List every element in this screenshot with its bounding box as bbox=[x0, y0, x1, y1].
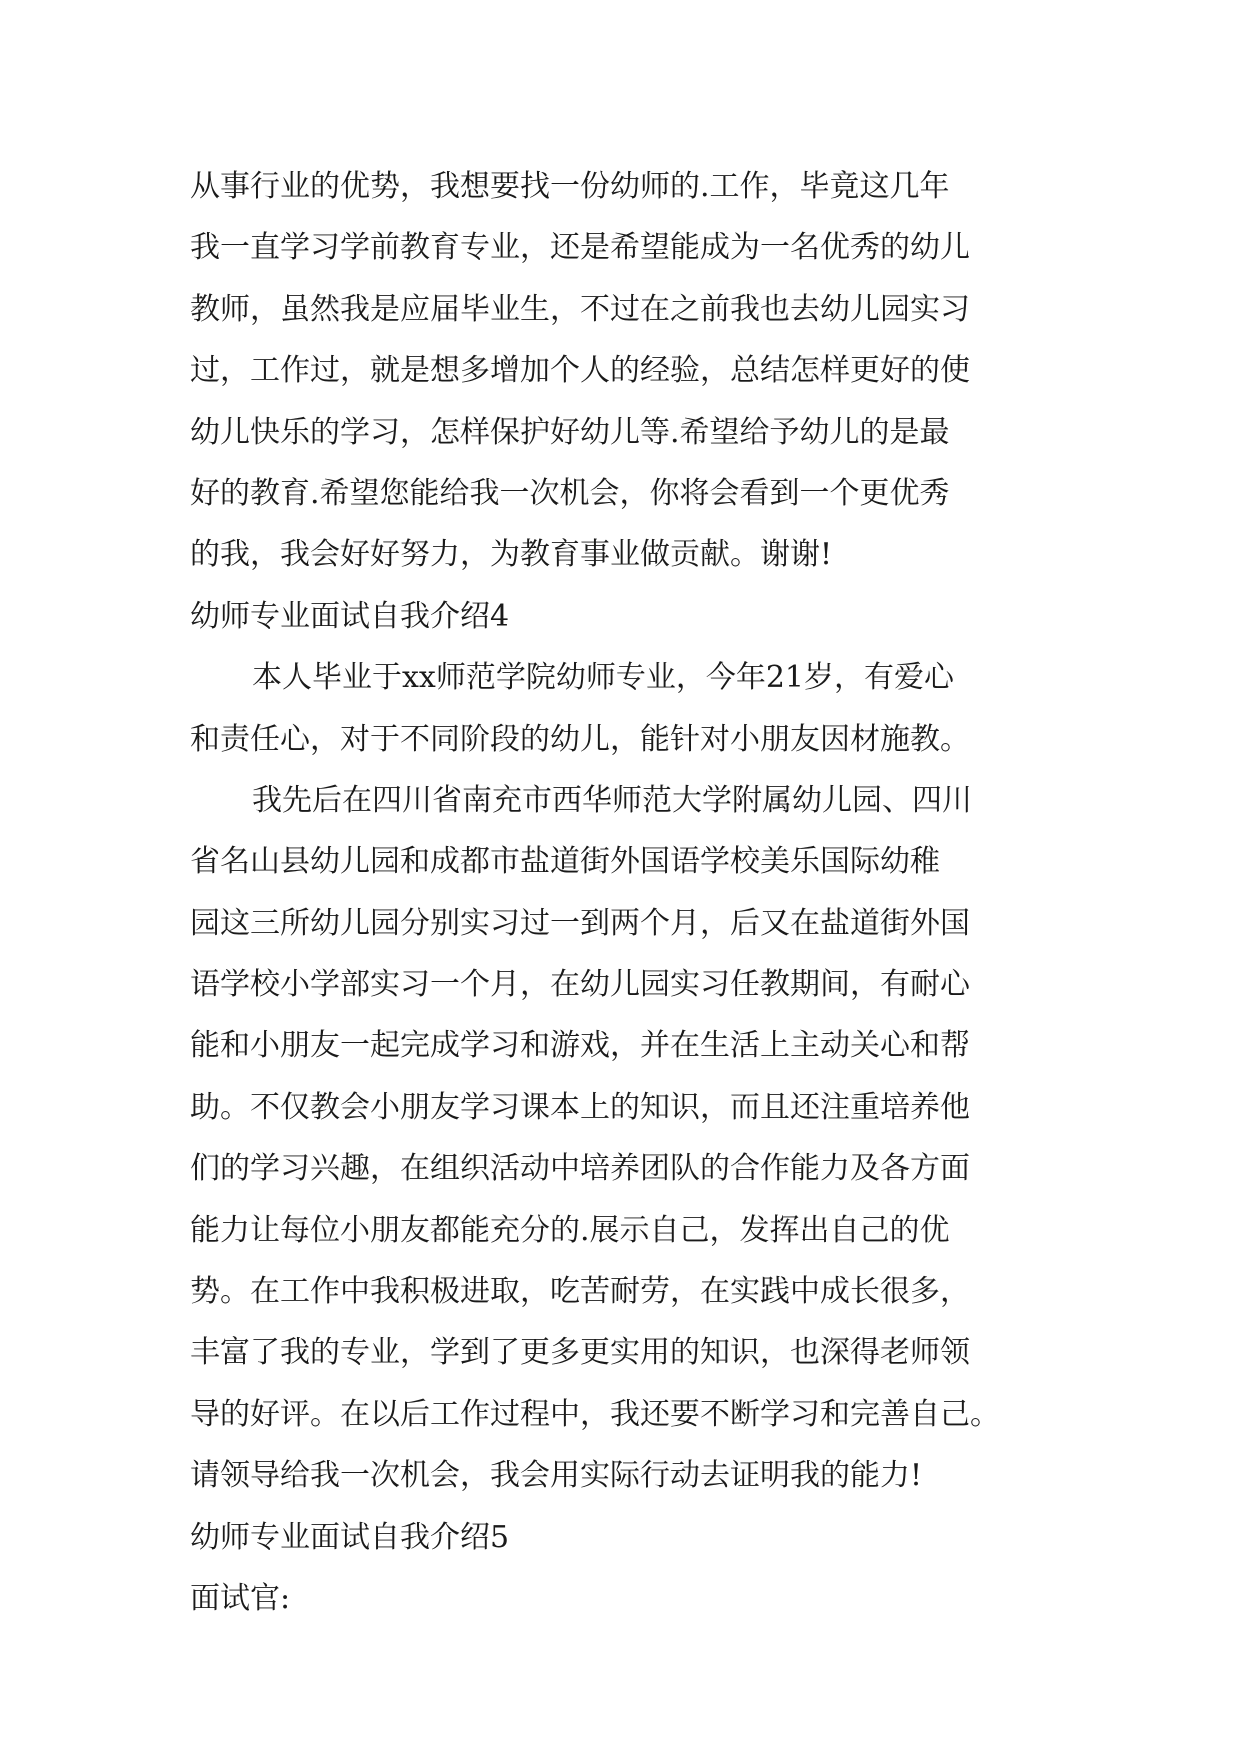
paragraph-line: 助。不仅教会小朋友学习课本上的知识，而且还注重培养他 bbox=[190, 1089, 970, 1125]
paragraph-line: 好的教育.希望您能给我一次机会，你将会看到一个更优秀 bbox=[190, 475, 950, 511]
paragraph-line: 和责任心，对于不同阶段的幼儿，能针对小朋友因材施教。 bbox=[190, 721, 970, 757]
paragraph-line: 本人毕业于xx师范学院幼师专业，今年21岁，有爱心 bbox=[252, 660, 955, 696]
paragraph-line: 导的好评。在以后工作过程中，我还要不断学习和完善自己。 bbox=[190, 1396, 1000, 1432]
body-paragraph bbox=[190, 1568, 1070, 1629]
paragraph-line: 的我，我会好好努力，为教育事业做贡献。谢谢! bbox=[190, 537, 833, 573]
paragraph-line: 幼儿快乐的学习，怎样保护好幼儿等.希望给予幼儿的是最 bbox=[190, 414, 950, 450]
paragraph-line: 教师，虽然我是应届毕业生，不过在之前我也去幼儿园实习 bbox=[190, 291, 970, 327]
paragraph-line: 势。在工作中我积极进取，吃苦耐劳，在实践中成长很多， bbox=[190, 1274, 970, 1310]
paragraph-line: 我先后在四川省南充市西华师范大学附属幼儿园、四川 bbox=[252, 782, 972, 818]
body-paragraph bbox=[190, 156, 1070, 586]
body-paragraph bbox=[190, 647, 1070, 770]
heading-text: 幼师专业面试自我介绍5 bbox=[190, 1519, 510, 1555]
paragraph-line: 面试官: bbox=[190, 1580, 291, 1616]
paragraph-line: 过，工作过，就是想多增加个人的经验，总结怎样更好的使 bbox=[190, 353, 970, 389]
paragraph-line: 能和小朋友一起完成学习和游戏，并在生活上主动关心和帮 bbox=[190, 1028, 970, 1064]
paragraph-line: 请领导给我一次机会，我会用实际行动去证明我的能力! bbox=[190, 1458, 923, 1494]
paragraph-line: 省名山县幼儿园和成都市盐道街外国语学校美乐国际幼稚 bbox=[190, 844, 940, 880]
paragraph-line: 们的学习兴趣，在组织活动中培养团队的合作能力及各方面 bbox=[190, 1151, 970, 1187]
heading-text: 幼师专业面试自我介绍4 bbox=[190, 598, 510, 634]
document-body bbox=[190, 156, 1070, 1629]
body-paragraph bbox=[190, 770, 1070, 1507]
paragraph-line: 我一直学习学前教育专业，还是希望能成为一名优秀的幼儿 bbox=[190, 230, 970, 266]
paragraph-line: 从事行业的优势，我想要找一份幼师的.工作，毕竟这几年 bbox=[190, 169, 950, 204]
section-heading bbox=[190, 586, 1070, 647]
paragraph-line: 能力让每位小朋友都能充分的.展示自己，发挥出自己的优 bbox=[190, 1212, 950, 1248]
section-heading bbox=[190, 1507, 1070, 1568]
paragraph-line: 园这三所幼儿园分别实习过一到两个月，后又在盐道街外国 bbox=[190, 905, 970, 941]
paragraph-line: 丰富了我的专业，学到了更多更实用的知识，也深得老师领 bbox=[190, 1335, 970, 1371]
paragraph-line: 语学校小学部实习一个月，在幼儿园实习任教期间，有耐心 bbox=[190, 967, 970, 1003]
